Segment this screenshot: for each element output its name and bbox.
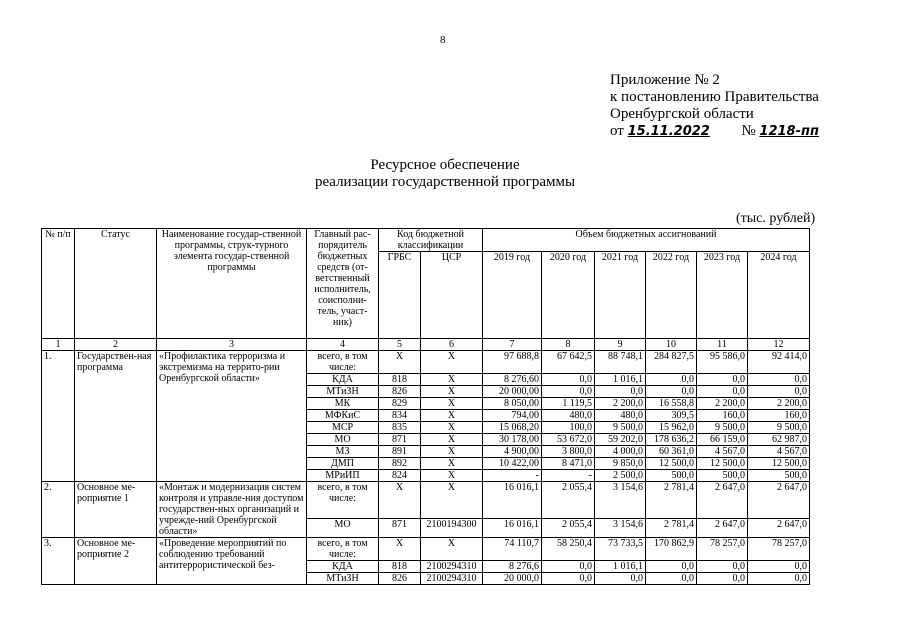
cell-value: 9 500,0 [697, 422, 748, 434]
column-number: 6 [421, 339, 483, 351]
cell-value: 160,0 [748, 410, 810, 422]
cell-value: 0,0 [646, 573, 697, 585]
cell-value: 500,0 [697, 470, 748, 482]
cell-csr: X [421, 422, 483, 434]
cell-value: 2 647,0 [748, 482, 810, 519]
appendix-line-1: Приложение № 2 [610, 72, 720, 88]
cell-executor: всего, в том числе: [307, 482, 379, 519]
cell-value: 2 647,0 [697, 482, 748, 519]
appendix-date: 15.11.2022 [627, 124, 710, 139]
appendix-header [610, 72, 829, 140]
cell-executor: МО [307, 434, 379, 446]
cell-value: 2 781,4 [646, 482, 697, 519]
cell-value: 74 110,7 [483, 538, 542, 561]
header-name: Наименование государ-ственной программы, струк-турного элемента государ-ственной программы [157, 229, 307, 339]
cell-value: 0,0 [697, 561, 748, 573]
cell-grbs: 835 [379, 422, 421, 434]
cell-executor: МК [307, 398, 379, 410]
cell-value: 8 050,00 [483, 398, 542, 410]
cell-status: Государствен-ная программа [75, 351, 157, 482]
cell-value: 67 642,5 [542, 351, 595, 374]
cell-value: 0,0 [697, 374, 748, 386]
cell-value: 100,0 [542, 422, 595, 434]
column-number: 1 [42, 339, 75, 351]
cell-status: Основное ме-роприятие 2 [75, 538, 157, 585]
column-number: 2 [75, 339, 157, 351]
cell-value: 95 586,0 [697, 351, 748, 374]
table-row [42, 538, 810, 561]
cell-value: 15 962,0 [646, 422, 697, 434]
cell-num: 2. [42, 482, 75, 538]
column-number: 3 [157, 339, 307, 351]
cell-value: 97 688,8 [483, 351, 542, 374]
cell-executor: МРиИП [307, 470, 379, 482]
header-volume-group: Объем бюджетных ассигнований [483, 229, 810, 252]
cell-grbs: X [379, 538, 421, 561]
header-year: 2019 год [483, 252, 542, 339]
cell-csr: X [421, 538, 483, 561]
cell-value: 2 647,0 [697, 518, 748, 537]
cell-executor: МЗ [307, 446, 379, 458]
header-year: 2022 год [646, 252, 697, 339]
document-title-line-2: реализации государственной программы [314, 174, 576, 190]
header-status: Статус [75, 229, 157, 339]
cell-value: 2 200,0 [697, 398, 748, 410]
column-number: 4 [307, 339, 379, 351]
appendix-line-2: к постановлению Правительства [610, 89, 819, 105]
cell-grbs: 818 [379, 561, 421, 573]
cell-value: 2 200,0 [748, 398, 810, 410]
cell-value: 15 068,20 [483, 422, 542, 434]
cell-value: 30 178,00 [483, 434, 542, 446]
table-row [42, 482, 810, 519]
cell-csr: X [421, 410, 483, 422]
cell-executor: КДА [307, 374, 379, 386]
appendix-date-line [610, 123, 829, 140]
cell-value: 0,0 [748, 573, 810, 585]
cell-name: «Проведение мероприятий по соблюдению требований антитеррористической без- [157, 538, 307, 585]
header-year: 2021 год [595, 252, 646, 339]
cell-value: 66 159,0 [697, 434, 748, 446]
cell-grbs: 818 [379, 374, 421, 386]
cell-value: 160,0 [697, 410, 748, 422]
cell-value: 0,0 [748, 561, 810, 573]
cell-value: 73 733,5 [595, 538, 646, 561]
cell-value: 480,0 [595, 410, 646, 422]
appendix-from-label: от [610, 123, 624, 139]
cell-value: 0,0 [697, 386, 748, 398]
page-number: 8 [440, 34, 446, 46]
table-body [42, 351, 810, 585]
cell-value: 1 119,5 [542, 398, 595, 410]
cell-value: 4 567,0 [748, 446, 810, 458]
column-number: 11 [697, 339, 748, 351]
cell-value: 59 202,0 [595, 434, 646, 446]
cell-value: 16 558,8 [646, 398, 697, 410]
cell-value: 20 000,0 [483, 573, 542, 585]
cell-value: 16 016,1 [483, 482, 542, 519]
cell-grbs: 826 [379, 386, 421, 398]
cell-value: 309,5 [646, 410, 697, 422]
column-number: 8 [542, 339, 595, 351]
column-number-row [42, 339, 810, 351]
cell-grbs: 892 [379, 458, 421, 470]
cell-executor: МТиЗН [307, 573, 379, 585]
document-title [250, 157, 640, 191]
cell-csr: 2100194300 [421, 518, 483, 537]
cell-value: 2 781,4 [646, 518, 697, 537]
cell-value: 58 250,4 [542, 538, 595, 561]
header-code-group: Код бюджетной классификации [379, 229, 483, 252]
header-year: 2024 год [748, 252, 810, 339]
cell-value: 0,0 [646, 386, 697, 398]
cell-value: 12 500,0 [646, 458, 697, 470]
cell-value: 4 900,00 [483, 446, 542, 458]
column-number: 7 [483, 339, 542, 351]
cell-executor: всего, в том числе: [307, 351, 379, 374]
cell-grbs: 871 [379, 518, 421, 537]
cell-value: 0,0 [542, 374, 595, 386]
cell-value: 8 276,60 [483, 374, 542, 386]
cell-value: 78 257,0 [697, 538, 748, 561]
cell-csr: X [421, 482, 483, 519]
cell-value: 1 016,1 [595, 374, 646, 386]
cell-value: 60 361,0 [646, 446, 697, 458]
cell-name: «Профилактика терроризма и экстремизма на террито-рии Оренбургской области» [157, 351, 307, 482]
cell-grbs: X [379, 482, 421, 519]
cell-csr: X [421, 446, 483, 458]
cell-num: 1. [42, 351, 75, 482]
cell-value: 0,0 [595, 386, 646, 398]
cell-value: 2 055,4 [542, 518, 595, 537]
cell-executor: КДА [307, 561, 379, 573]
cell-value: 9 500,0 [748, 422, 810, 434]
cell-value: - [542, 470, 595, 482]
header-year: 2020 год [542, 252, 595, 339]
cell-executor: МФКиС [307, 410, 379, 422]
cell-csr: X [421, 434, 483, 446]
units-label: (тыс. рублей) [736, 211, 816, 226]
cell-executor: всего, в том числе: [307, 538, 379, 561]
column-number: 12 [748, 339, 810, 351]
cell-name: «Монтаж и модернизация систем контроля и управле-ния доступом государствен-ных организаций и учрежде-ний Оренбургской области» [157, 482, 307, 538]
appendix-number: 1218-пп [759, 124, 819, 139]
cell-value: 4 567,0 [697, 446, 748, 458]
cell-value: 2 500,0 [595, 470, 646, 482]
cell-value: 0,0 [748, 374, 810, 386]
cell-value: 92 414,0 [748, 351, 810, 374]
document-title-line-1: Ресурсное обеспечение [370, 157, 520, 173]
column-number: 10 [646, 339, 697, 351]
header-executor: Главный рас-порядитель бюджетных средств (от-ветственный исполнитель, соисполни-тель, участ-ник) [307, 229, 379, 339]
cell-value: 12 500,0 [748, 458, 810, 470]
cell-value: 16 016,1 [483, 518, 542, 537]
appendix-line-3: Оренбургской области [610, 106, 754, 122]
cell-value: 2 200,0 [595, 398, 646, 410]
cell-num: 3. [42, 538, 75, 585]
cell-grbs: 834 [379, 410, 421, 422]
cell-csr: X [421, 351, 483, 374]
cell-value: 88 748,1 [595, 351, 646, 374]
cell-grbs: 871 [379, 434, 421, 446]
cell-value: 0,0 [595, 573, 646, 585]
cell-value: 0,0 [748, 386, 810, 398]
cell-csr: 2100294310 [421, 573, 483, 585]
cell-value: 1 016,1 [595, 561, 646, 573]
cell-value: 2 055,4 [542, 482, 595, 519]
cell-value: 500,0 [646, 470, 697, 482]
table-header [42, 229, 810, 351]
cell-value: 3 154,6 [595, 482, 646, 519]
cell-value: 0,0 [542, 561, 595, 573]
appendix-number-label: № [741, 123, 756, 139]
cell-grbs: 829 [379, 398, 421, 410]
cell-value: 78 257,0 [748, 538, 810, 561]
header-csr: ЦСР [421, 252, 483, 339]
cell-value: 20 000,00 [483, 386, 542, 398]
cell-value: 794,00 [483, 410, 542, 422]
cell-csr: X [421, 458, 483, 470]
cell-value: 10 422,00 [483, 458, 542, 470]
cell-grbs: 826 [379, 573, 421, 585]
header-num: № п/п [42, 229, 75, 339]
cell-csr: X [421, 398, 483, 410]
cell-value: 284 827,5 [646, 351, 697, 374]
cell-value: 500,0 [748, 470, 810, 482]
cell-value: 8 276,6 [483, 561, 542, 573]
header-year: 2023 год [697, 252, 748, 339]
cell-value: 0,0 [542, 573, 595, 585]
cell-value: 0,0 [646, 374, 697, 386]
cell-value: 3 154,6 [595, 518, 646, 537]
cell-value: 9 850,0 [595, 458, 646, 470]
cell-csr: 2100294310 [421, 561, 483, 573]
cell-value: 0,0 [542, 386, 595, 398]
cell-value: 178 636,2 [646, 434, 697, 446]
cell-status: Основное ме-роприятие 1 [75, 482, 157, 538]
cell-grbs: X [379, 351, 421, 374]
cell-value: - [483, 470, 542, 482]
cell-executor: ДМП [307, 458, 379, 470]
cell-grbs: 824 [379, 470, 421, 482]
cell-value: 4 000,0 [595, 446, 646, 458]
cell-executor: МСР [307, 422, 379, 434]
cell-executor: МО [307, 518, 379, 537]
cell-value: 0,0 [646, 561, 697, 573]
cell-value: 0,0 [697, 573, 748, 585]
cell-value: 480,0 [542, 410, 595, 422]
header-grbs: ГРБС [379, 252, 421, 339]
table-row [42, 351, 810, 374]
cell-executor: МТиЗН [307, 386, 379, 398]
resource-table [41, 228, 810, 585]
cell-value: 2 647,0 [748, 518, 810, 537]
cell-csr: X [421, 470, 483, 482]
cell-value: 8 471,0 [542, 458, 595, 470]
cell-value: 12 500,0 [697, 458, 748, 470]
cell-value: 53 672,0 [542, 434, 595, 446]
cell-grbs: 891 [379, 446, 421, 458]
cell-value: 170 862,9 [646, 538, 697, 561]
cell-value: 62 987,0 [748, 434, 810, 446]
cell-value: 9 500,0 [595, 422, 646, 434]
column-number: 5 [379, 339, 421, 351]
cell-value: 3 800,0 [542, 446, 595, 458]
column-number: 9 [595, 339, 646, 351]
cell-csr: X [421, 386, 483, 398]
cell-csr: X [421, 374, 483, 386]
